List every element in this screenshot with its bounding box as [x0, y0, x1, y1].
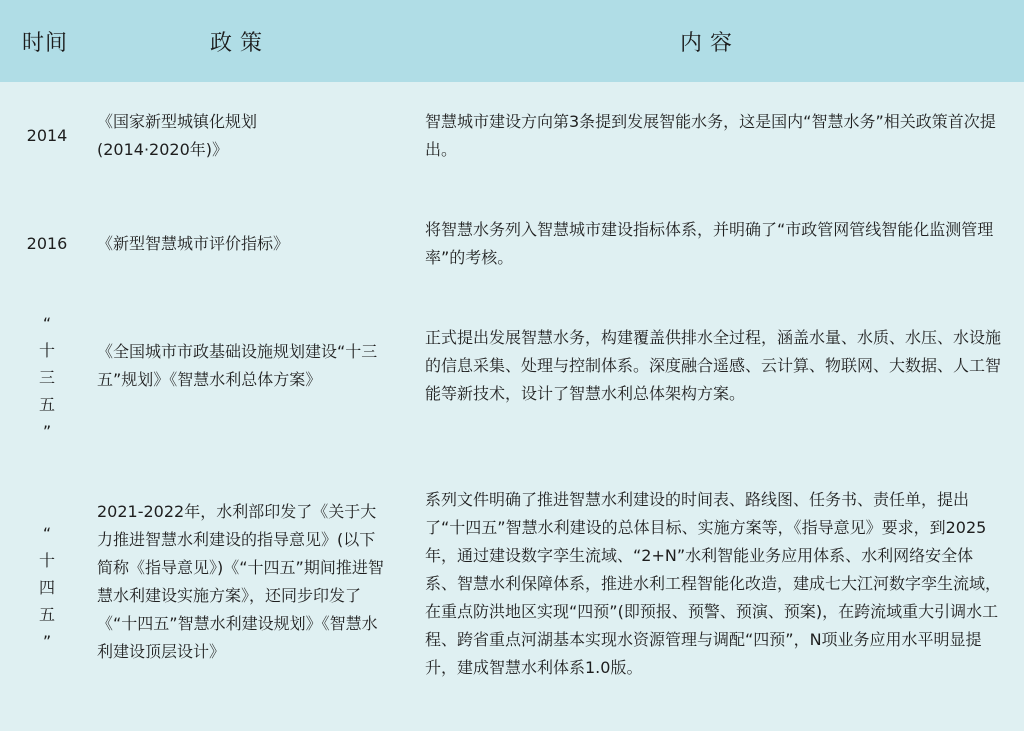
- header-time: 时间: [22, 30, 69, 56]
- row-policy: 《国家新型城镇化规划(2014·2020年)》: [97, 112, 258, 159]
- time-char: 十: [38, 551, 55, 570]
- header-policy: 政策: [210, 30, 271, 56]
- row-time: [14, 520, 80, 655]
- time-char: 三: [38, 368, 55, 387]
- row-time: 2016: [26, 234, 68, 253]
- time-char: 五: [38, 605, 55, 624]
- time-char: “: [42, 524, 52, 543]
- row-content: 将智慧水务列入智慧城市建设指标体系，并明确了“市政管网管线智能化监测管理率”的考核。: [425, 220, 994, 267]
- time-char: “: [42, 314, 52, 333]
- table-row: [0, 108, 1024, 168]
- time-char: 十: [38, 341, 55, 360]
- row-policy: 2021-2022年，水利部印发了《关于大力推进智慧水利建设的指导意见》(以下简称《指导意见》)《“十四五”期间推进智慧水利建设实施方案》，还同步印发了《“十四五”智慧水利建设规划》《智慧水利建设顶层设计》: [97, 502, 384, 661]
- row-content: 智慧城市建设方向第3条提到发展智能水务，这是国内“智慧水务”相关政策首次提出。: [425, 112, 996, 159]
- row-content: 系列文件明确了推进智慧水利建设的时间表、路线图、任务书、责任单，提出了“十四五”智慧水利建设的总体目标、实施方案等，《指导意见》要求，到2025年，通过建设数字孪生流域、“2+N”水利智能业务应用体系、水利网络安全体系、智慧水利保障体系，推进水利工程智能化改造，建成七大江河数字孪生流域，在重点防洪地区实现“四预”(即预报、预警、预演、预案)，在跨流域重大引调水工程、跨省重点河湖基本实现水资源管理与调配“四预”，N项业务应用水平明显提升，建成智慧水利体系1.0版。: [425, 490, 1002, 677]
- row-policy: 《全国城市市政基础设施规划建设“十三五”规划》《智慧水利总体方案》: [97, 342, 378, 389]
- header-content: 内容: [680, 30, 741, 56]
- table-row: [0, 486, 1024, 716]
- time-char: 五: [38, 395, 55, 414]
- table-header: [0, 0, 1024, 82]
- time-char: ”: [42, 632, 52, 651]
- row-time: 2014: [26, 126, 68, 145]
- time-char: 四: [38, 578, 55, 597]
- row-time: [14, 310, 80, 445]
- row-content: 正式提出发展智慧水务，构建覆盖供排水全过程，涵盖水量、水质、水压、水设施的信息采集、处理与控制体系。深度融合遥感、云计算、物联网、大数据、人工智能等新技术，设计了智慧水利总体架构方案。: [425, 328, 1002, 403]
- row-policy: 《新型智慧城市评价指标》: [97, 234, 290, 253]
- table-row: [0, 310, 1024, 440]
- time-char: ”: [42, 422, 52, 441]
- table-row: [0, 216, 1024, 276]
